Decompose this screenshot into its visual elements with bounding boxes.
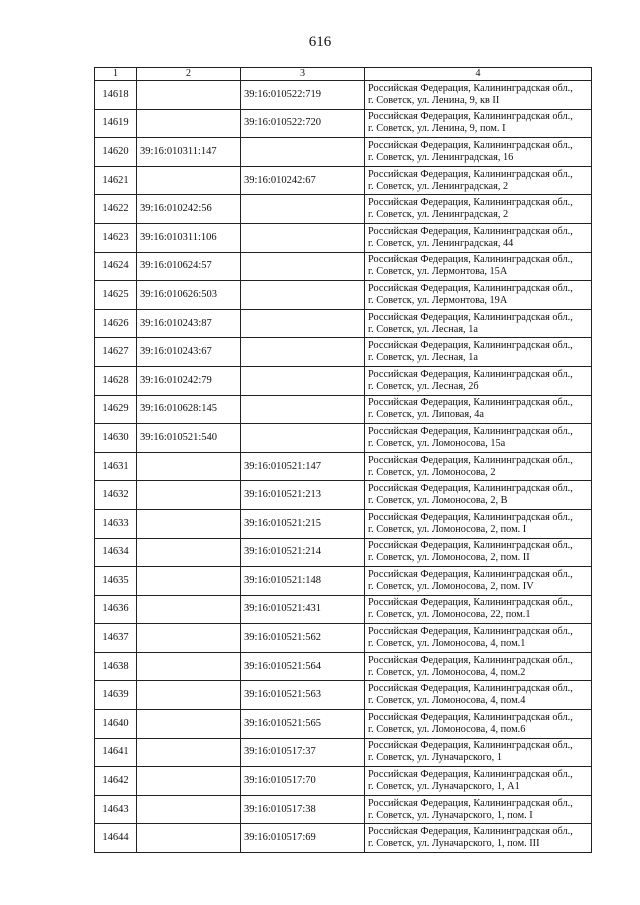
column-2-cell: 39:16:010628:145 (137, 395, 241, 424)
column-3-cell: 39:16:010521:562 (241, 624, 365, 653)
table-row (95, 252, 592, 281)
column-3-cell (241, 338, 365, 367)
table-row (95, 424, 592, 453)
row-number-cell: 14621 (95, 166, 137, 195)
column-3-cell: 39:16:010522:720 (241, 109, 365, 138)
row-number-cell: 14632 (95, 481, 137, 510)
row-number-cell: 14630 (95, 424, 137, 453)
column-2-cell: 39:16:010311:106 (137, 223, 241, 252)
column-3-cell: 39:16:010522:719 (241, 81, 365, 110)
table-row (95, 81, 592, 110)
column-header-2: 2 (137, 68, 241, 81)
column-3-cell: 39:16:010521:565 (241, 710, 365, 739)
address-cell: Российская Федерация, Калининградская обл., г. Советск, ул. Ленинградская, 16 (365, 138, 592, 167)
table-row (95, 395, 592, 424)
address-cell: Российская Федерация, Калининградская обл., г. Советск, ул. Ломоносова, 4, пом.6 (365, 710, 592, 739)
column-2-cell (137, 652, 241, 681)
table-row (95, 195, 592, 224)
row-number-cell: 14639 (95, 681, 137, 710)
address-cell: Российская Федерация, Калининградская обл., г. Советск, ул. Ломоносова, 4, пом.1 (365, 624, 592, 653)
column-2-cell (137, 738, 241, 767)
column-2-cell (137, 824, 241, 853)
column-3-cell: 39:16:010517:69 (241, 824, 365, 853)
registry-table (94, 67, 592, 853)
address-cell: Российская Федерация, Калининградская обл., г. Советск, ул. Лесная, 2б (365, 366, 592, 395)
table-row (95, 767, 592, 796)
address-cell: Российская Федерация, Калининградская обл., г. Советск, ул. Ломоносова, 2, пом. I (365, 509, 592, 538)
table-row (95, 309, 592, 338)
column-3-cell (241, 281, 365, 310)
row-number-cell: 14618 (95, 81, 137, 110)
column-2-cell (137, 166, 241, 195)
row-number-cell: 14636 (95, 595, 137, 624)
table-row (95, 281, 592, 310)
column-2-cell (137, 795, 241, 824)
column-3-cell (241, 395, 365, 424)
table-row (95, 681, 592, 710)
table-row (95, 223, 592, 252)
column-3-cell (241, 366, 365, 395)
table-body (95, 81, 592, 853)
row-number-cell: 14622 (95, 195, 137, 224)
column-2-cell (137, 767, 241, 796)
table-row (95, 710, 592, 739)
column-3-cell: 39:16:010517:70 (241, 767, 365, 796)
address-cell: Российская Федерация, Калининградская обл., г. Советск, ул. Ломоносова, 2, пом. II (365, 538, 592, 567)
column-3-cell: 39:16:010521:213 (241, 481, 365, 510)
row-number-cell: 14634 (95, 538, 137, 567)
table-row (95, 738, 592, 767)
address-cell: Российская Федерация, Калининградская обл., г. Советск, ул. Ленинградская, 2 (365, 166, 592, 195)
address-cell: Российская Федерация, Калининградская обл., г. Советск, ул. Ленина, 9, пом. I (365, 109, 592, 138)
row-number-cell: 14627 (95, 338, 137, 367)
column-2-cell: 39:16:010242:56 (137, 195, 241, 224)
address-cell: Российская Федерация, Калининградская обл., г. Советск, ул. Ленина, 9, кв II (365, 81, 592, 110)
address-cell: Российская Федерация, Калининградская обл., г. Советск, ул. Ломоносова, 22, пом.1 (365, 595, 592, 624)
column-header-4: 4 (365, 68, 592, 81)
column-3-cell: 39:16:010242:67 (241, 166, 365, 195)
row-number-cell: 14633 (95, 509, 137, 538)
column-3-cell: 39:16:010521:564 (241, 652, 365, 681)
table-row (95, 795, 592, 824)
column-2-cell (137, 595, 241, 624)
address-cell: Российская Федерация, Калининградская обл., г. Советск, ул. Луначарского, 1, А1 (365, 767, 592, 796)
address-cell: Российская Федерация, Калининградская обл., г. Советск, ул. Лермонтова, 15А (365, 252, 592, 281)
column-2-cell (137, 509, 241, 538)
address-cell: Российская Федерация, Калининградская обл., г. Советск, ул. Ломоносова, 2, В (365, 481, 592, 510)
column-3-cell (241, 309, 365, 338)
address-cell: Российская Федерация, Калининградская обл., г. Советск, ул. Ленинградская, 2 (365, 195, 592, 224)
row-number-cell: 14623 (95, 223, 137, 252)
row-number-cell: 14620 (95, 138, 137, 167)
table-row (95, 138, 592, 167)
column-3-cell: 39:16:010521:563 (241, 681, 365, 710)
row-number-cell: 14635 (95, 567, 137, 596)
page-number: 616 (308, 34, 332, 50)
column-2-cell (137, 109, 241, 138)
table-row (95, 567, 592, 596)
column-2-cell: 39:16:010626:503 (137, 281, 241, 310)
row-number-cell: 14626 (95, 309, 137, 338)
column-2-cell (137, 538, 241, 567)
table-row (95, 338, 592, 367)
column-3-cell: 39:16:010517:37 (241, 738, 365, 767)
row-number-cell: 14641 (95, 738, 137, 767)
column-2-cell: 39:16:010243:67 (137, 338, 241, 367)
row-number-cell: 14619 (95, 109, 137, 138)
row-number-cell: 14629 (95, 395, 137, 424)
table-row (95, 509, 592, 538)
column-header-1: 1 (95, 68, 137, 81)
column-3-cell: 39:16:010521:148 (241, 567, 365, 596)
table-row (95, 366, 592, 395)
table-row (95, 452, 592, 481)
address-cell: Российская Федерация, Калининградская обл., г. Советск, ул. Липовая, 4а (365, 395, 592, 424)
row-number-cell: 14642 (95, 767, 137, 796)
row-number-cell: 14643 (95, 795, 137, 824)
row-number-cell: 14638 (95, 652, 137, 681)
column-2-cell: 39:16:010311:147 (137, 138, 241, 167)
column-2-cell (137, 624, 241, 653)
address-cell: Российская Федерация, Калининградская обл., г. Советск, ул. Ломоносова, 4, пом.4 (365, 681, 592, 710)
row-number-cell: 14625 (95, 281, 137, 310)
column-2-cell: 39:16:010624:57 (137, 252, 241, 281)
column-2-cell (137, 81, 241, 110)
table-header (95, 68, 592, 81)
address-cell: Российская Федерация, Калининградская обл., г. Советск, ул. Лесная, 1а (365, 338, 592, 367)
column-3-cell (241, 424, 365, 453)
row-number-cell: 14644 (95, 824, 137, 853)
column-2-cell (137, 710, 241, 739)
address-cell: Российская Федерация, Калининградская обл., г. Советск, ул. Ломоносова, 15а (365, 424, 592, 453)
column-2-cell (137, 567, 241, 596)
row-number-cell: 14637 (95, 624, 137, 653)
column-3-cell: 39:16:010521:215 (241, 509, 365, 538)
address-cell: Российская Федерация, Калининградская обл., г. Советск, ул. Луначарского, 1, пом. III (365, 824, 592, 853)
column-2-cell (137, 481, 241, 510)
column-3-cell: 39:16:010521:214 (241, 538, 365, 567)
column-3-cell (241, 195, 365, 224)
column-2-cell (137, 681, 241, 710)
address-cell: Российская Федерация, Калининградская обл., г. Советск, ул. Луначарского, 1 (365, 738, 592, 767)
column-3-cell: 39:16:010517:38 (241, 795, 365, 824)
table-row (95, 595, 592, 624)
address-cell: Российская Федерация, Калининградская обл., г. Советск, ул. Лермонтова, 19А (365, 281, 592, 310)
address-cell: Российская Федерация, Калининградская обл., г. Советск, ул. Ломоносова, 2 (365, 452, 592, 481)
address-cell: Российская Федерация, Калининградская обл., г. Советск, ул. Ленинградская, 44 (365, 223, 592, 252)
table-row (95, 538, 592, 567)
table-row (95, 652, 592, 681)
address-cell: Российская Федерация, Калининградская обл., г. Советск, ул. Луначарского, 1, пом. I (365, 795, 592, 824)
column-3-cell (241, 252, 365, 281)
row-number-cell: 14624 (95, 252, 137, 281)
table-row (95, 166, 592, 195)
column-2-cell (137, 452, 241, 481)
table-row (95, 109, 592, 138)
row-number-cell: 14628 (95, 366, 137, 395)
column-3-cell: 39:16:010521:431 (241, 595, 365, 624)
column-2-cell: 39:16:010242:79 (137, 366, 241, 395)
column-3-cell: 39:16:010521:147 (241, 452, 365, 481)
column-3-cell (241, 138, 365, 167)
column-2-cell: 39:16:010521:540 (137, 424, 241, 453)
address-cell: Российская Федерация, Калининградская обл., г. Советск, ул. Ломоносова, 4, пом.2 (365, 652, 592, 681)
header-row (95, 68, 592, 81)
column-2-cell: 39:16:010243:87 (137, 309, 241, 338)
table-row (95, 824, 592, 853)
table-row (95, 624, 592, 653)
row-number-cell: 14631 (95, 452, 137, 481)
table-row (95, 481, 592, 510)
row-number-cell: 14640 (95, 710, 137, 739)
address-cell: Российская Федерация, Калининградская обл., г. Советск, ул. Ломоносова, 2, пом. IV (365, 567, 592, 596)
column-3-cell (241, 223, 365, 252)
column-header-3: 3 (241, 68, 365, 81)
address-cell: Российская Федерация, Калининградская обл., г. Советск, ул. Лесная, 1а (365, 309, 592, 338)
